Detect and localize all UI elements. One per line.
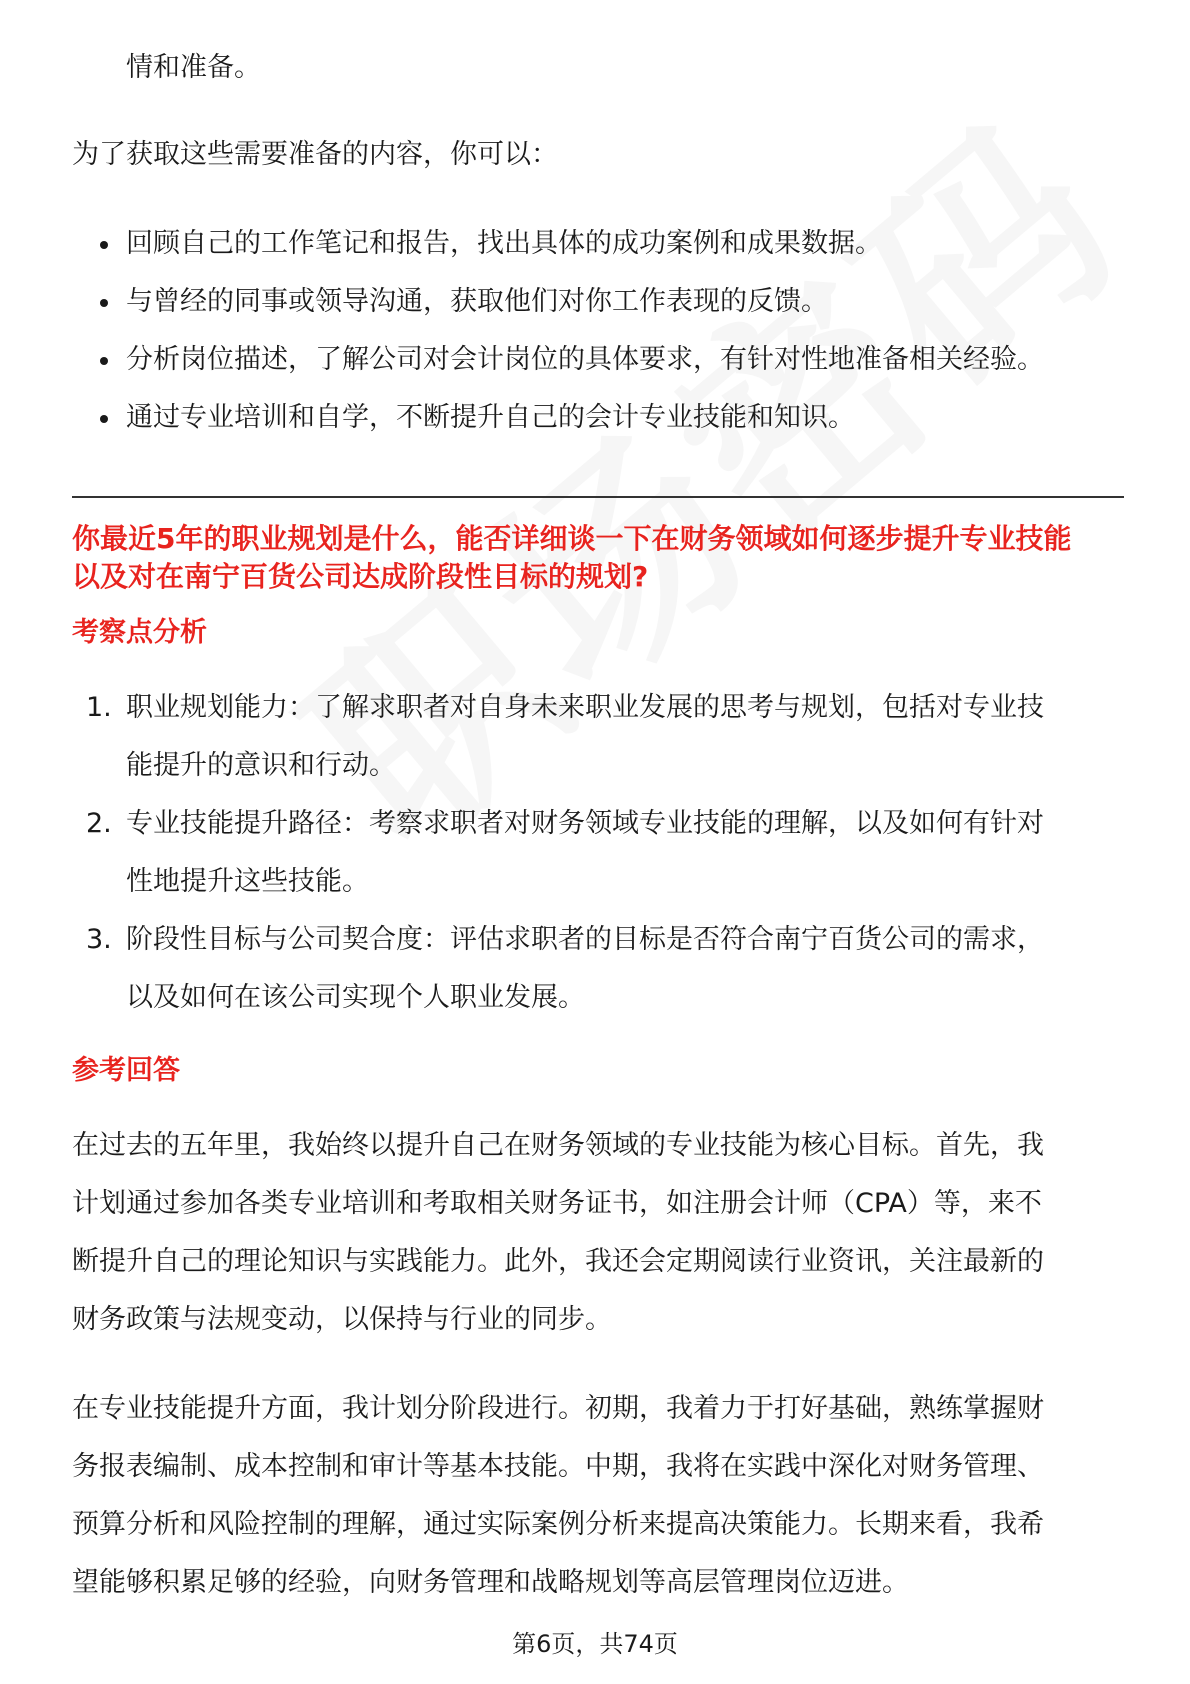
bullet-marker <box>100 241 108 249</box>
paragraph-line: 在过去的五年里，我始终以提升自己在财务领域的专业技能为核心目标。首先，我 <box>72 1130 1044 1161</box>
list-item: 回顾自己的工作笔记和报告，找出具体的成功案例和成果数据。 <box>126 228 882 259</box>
list-item: 分析岗位描述，了解公司对会计岗位的具体要求，有针对性地准备相关经验。 <box>126 344 1044 375</box>
list-number: 2. <box>86 808 112 839</box>
list-item: 通过专业培训和自学，不断提升自己的会计专业技能和知识。 <box>126 402 855 433</box>
paragraph-line: 断提升自己的理论知识与实践能力。此外，我还会定期阅读行业资讯，关注最新的 <box>72 1246 1044 1277</box>
question-line-2: 以及对在南宁百货公司达成阶段性目标的规划? <box>72 560 649 593</box>
bullet-marker <box>100 415 108 423</box>
paragraph-line: 望能够积累足够的经验，向财务管理和战略规划等高层管理岗位迈进。 <box>72 1567 909 1598</box>
analysis-heading: 考察点分析 <box>72 617 207 648</box>
list-item: 阶段性目标与公司契合度：评估求职者的目标是否符合南宁百货公司的需求， <box>126 924 1044 955</box>
paragraph-line: 财务政策与法规变动，以保持与行业的同步。 <box>72 1304 612 1335</box>
intro-line: 为了获取这些需要准备的内容，你可以： <box>72 139 558 170</box>
list-number: 3. <box>86 924 112 955</box>
bullet-marker <box>100 357 108 365</box>
answer-heading: 参考回答 <box>72 1055 180 1086</box>
paragraph-line: 在专业技能提升方面，我计划分阶段进行。初期，我着力于打好基础，熟练掌握财 <box>72 1393 1044 1424</box>
list-item: 专业技能提升路径：考察求职者对财务领域专业技能的理解，以及如何有针对 <box>126 808 1044 839</box>
question-line-1: 你最近5年的职业规划是什么，能否详细谈一下在财务领域如何逐步提升专业技能 <box>72 522 1072 555</box>
list-number: 1. <box>86 692 112 723</box>
bullet-marker <box>100 299 108 307</box>
continuation-text: 情和准备。 <box>126 52 261 83</box>
paragraph-line: 务报表编制、成本控制和审计等基本技能。中期，我将在实践中深化对财务管理、 <box>72 1451 1044 1482</box>
section-divider <box>72 496 1124 498</box>
page-number-footer: 第6页，共74页 <box>512 1630 678 1658</box>
list-item-continuation: 性地提升这些技能。 <box>126 866 369 897</box>
list-item-continuation: 能提升的意识和行动。 <box>126 750 396 781</box>
list-item-continuation: 以及如何在该公司实现个人职业发展。 <box>126 982 585 1013</box>
list-item: 与曾经的同事或领导沟通，获取他们对你工作表现的反馈。 <box>126 286 828 317</box>
list-item: 职业规划能力：了解求职者对自身未来职业发展的思考与规划，包括对专业技 <box>126 692 1044 723</box>
paragraph-line: 计划通过参加各类专业培训和考取相关财务证书，如注册会计师（CPA）等，来不 <box>72 1188 1042 1219</box>
paragraph-line: 预算分析和风险控制的理解，通过实际案例分析来提高决策能力。长期来看，我希 <box>72 1509 1044 1540</box>
